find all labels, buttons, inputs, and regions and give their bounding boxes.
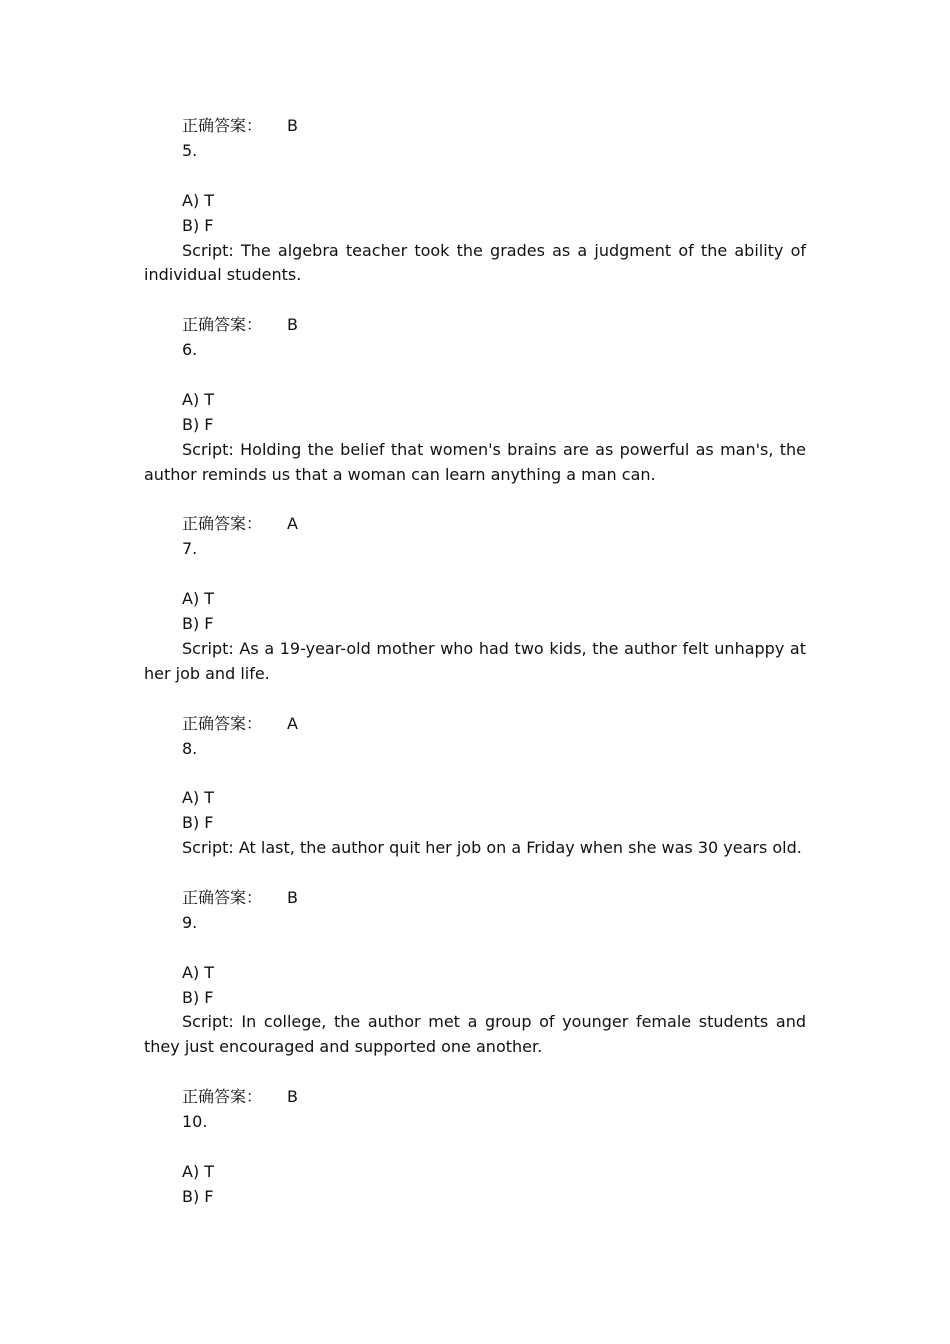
document-page xyxy=(144,114,806,1210)
option-b: B) F xyxy=(182,614,214,634)
option-a: A) T xyxy=(182,589,215,609)
question-number: 8. xyxy=(182,738,198,758)
question-script: Script: In college, the author met a group of younger female students and they just encouraged and supported one another. xyxy=(144,1012,806,1057)
answer-label: 正确答案： xyxy=(182,713,263,733)
question-block-9 xyxy=(144,911,806,1110)
answer-line xyxy=(144,313,806,338)
question-block-6 xyxy=(144,338,806,537)
option-a: A) T xyxy=(182,962,215,982)
question-script: Script: As a 19-year-old mother who had two kids, the author felt unhappy at her job and life. xyxy=(144,638,806,683)
answer-value: A xyxy=(287,514,298,534)
question-block-5 xyxy=(144,139,806,338)
answer-label: 正确答案： xyxy=(182,514,263,534)
answer-value: B xyxy=(287,315,298,335)
question-number: 6. xyxy=(182,340,198,360)
question-number: 7. xyxy=(182,539,198,559)
question-script: Script: At last, the author quit her job on a Friday when she was 30 years old. xyxy=(182,838,802,858)
option-b: B) F xyxy=(182,215,214,235)
option-a: A) T xyxy=(182,190,215,210)
option-b: B) F xyxy=(182,987,214,1007)
question-script: Script: Holding the belief that women's brains are as powerful as man's, the author reminds us that a woman can learn anything a man can. xyxy=(144,439,806,484)
question-number: 10. xyxy=(182,1112,208,1132)
answer-value: B xyxy=(287,1087,298,1107)
question-block-10 xyxy=(144,1110,806,1210)
answer-line xyxy=(144,886,806,911)
option-a: A) T xyxy=(182,389,215,409)
question-script: Script: The algebra teacher took the grades as a judgment of the ability of individual students. xyxy=(144,240,806,285)
question-number: 5. xyxy=(182,140,198,160)
answer-line xyxy=(144,512,806,537)
answer-value: B xyxy=(287,887,298,907)
answer-value: A xyxy=(287,713,298,733)
answer-line xyxy=(144,114,806,139)
option-b: B) F xyxy=(182,414,214,434)
option-b: B) F xyxy=(182,1186,214,1206)
answer-label: 正确答案： xyxy=(182,315,263,335)
answer-line xyxy=(144,712,806,737)
option-a: A) T xyxy=(182,788,215,808)
answer-label: 正确答案： xyxy=(182,116,263,135)
question-number: 9. xyxy=(182,912,198,932)
option-b: B) F xyxy=(182,813,214,833)
answer-line xyxy=(144,1085,806,1110)
answer-value: B xyxy=(287,116,298,135)
answer-label: 正确答案： xyxy=(182,887,263,907)
answer-label: 正确答案： xyxy=(182,1087,263,1107)
option-a: A) T xyxy=(182,1161,215,1181)
question-block-7 xyxy=(144,537,806,736)
question-block-8 xyxy=(144,737,806,911)
